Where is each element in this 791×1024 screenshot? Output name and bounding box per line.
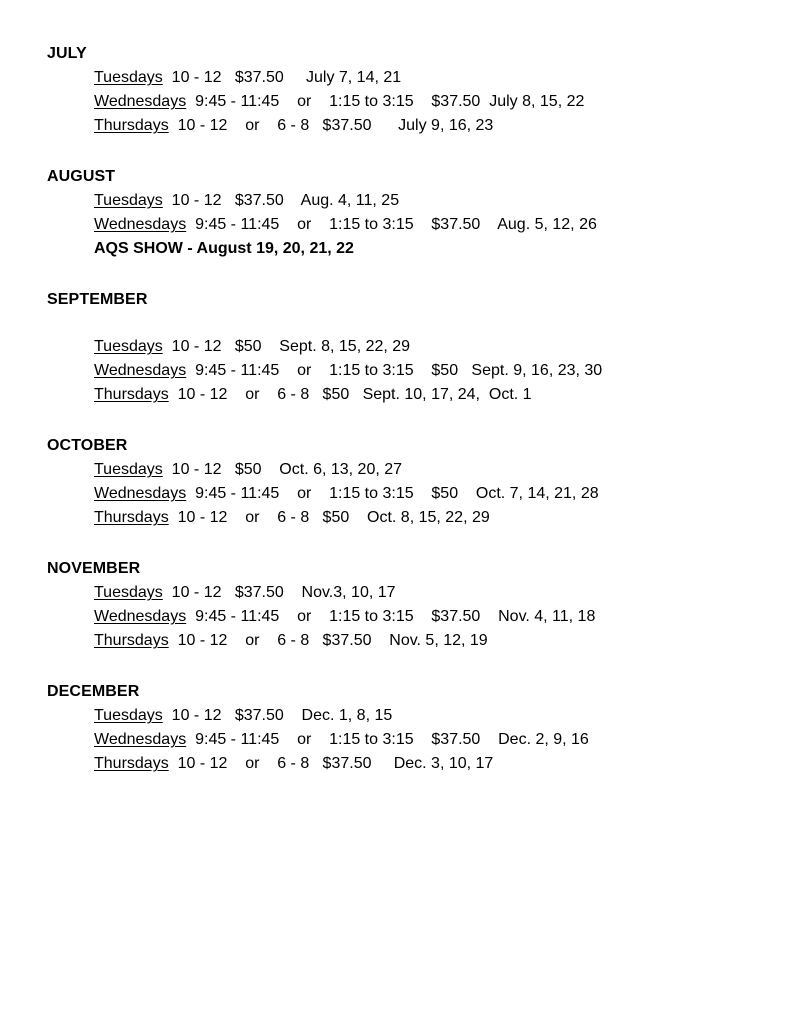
day-label: Wednesdays	[94, 93, 187, 110]
day-label: Wednesdays	[94, 216, 187, 233]
row-details: 9:45 - 11:45 or 1:15 to 3:15 $50 Sept. 9, 16, 23, 30	[186, 362, 603, 379]
month-section-november	[47, 559, 767, 655]
day-label: Wednesdays	[94, 731, 187, 748]
schedule-document	[47, 44, 767, 805]
row-details: 10 - 12 $37.50 Aug. 4, 11, 25	[162, 192, 400, 209]
month-section-august	[47, 167, 767, 263]
row-details: 10 - 12 or 6 - 8 $50 Oct. 8, 15, 22, 29	[168, 509, 490, 526]
day-label: Thursdays	[94, 386, 169, 403]
row-details: 9:45 - 11:45 or 1:15 to 3:15 $37.50 July 8, 15, 22	[186, 93, 585, 110]
row-details: 10 - 12 or 6 - 8 $37.50 Dec. 3, 10, 17	[168, 755, 494, 772]
schedule-row	[94, 631, 767, 655]
day-label: Thursdays	[94, 509, 169, 526]
day-label: Wednesdays	[94, 485, 187, 502]
schedule-row	[94, 484, 767, 508]
month-section-october	[47, 436, 767, 532]
schedule-row	[94, 191, 767, 215]
schedule-row	[94, 116, 767, 140]
schedule-row	[94, 754, 767, 778]
day-label: Tuesdays	[94, 69, 163, 86]
month-title: AUGUST	[47, 168, 116, 185]
day-label: Tuesdays	[94, 707, 163, 724]
day-label: Thursdays	[94, 117, 169, 134]
row-details: 10 - 12 $37.50 Nov.3, 10, 17	[162, 584, 396, 601]
day-label: Tuesdays	[94, 338, 163, 355]
day-label: Thursdays	[94, 632, 169, 649]
row-details: 10 - 12 or 6 - 8 $37.50 July 9, 16, 23	[168, 117, 494, 134]
row-details: 10 - 12 or 6 - 8 $50 Sept. 10, 17, 24, Oct. 1	[168, 386, 532, 403]
month-section-december	[47, 682, 767, 778]
row-details: 10 - 12 $50 Oct. 6, 13, 20, 27	[162, 461, 403, 478]
day-label: Tuesdays	[94, 461, 163, 478]
aqs-show-note: AQS SHOW - August 19, 20, 21, 22	[94, 240, 354, 257]
schedule-row	[94, 385, 767, 409]
schedule-row	[94, 361, 767, 385]
row-details: 9:45 - 11:45 or 1:15 to 3:15 $37.50 Dec. 2, 9, 16	[186, 731, 589, 748]
month-title: OCTOBER	[47, 437, 128, 454]
schedule-row	[94, 92, 767, 116]
day-label: Tuesdays	[94, 192, 163, 209]
schedule-row	[94, 583, 767, 607]
day-label: Wednesdays	[94, 362, 187, 379]
month-title: JULY	[47, 45, 87, 62]
row-details: 9:45 - 11:45 or 1:15 to 3:15 $37.50 Nov. 4, 11, 18	[186, 608, 596, 625]
row-details: 10 - 12 $37.50 Dec. 1, 8, 15	[162, 707, 393, 724]
row-details: 9:45 - 11:45 or 1:15 to 3:15 $50 Oct. 7, 14, 21, 28	[186, 485, 599, 502]
schedule-row	[94, 68, 767, 92]
month-title: NOVEMBER	[47, 560, 141, 577]
schedule-row	[94, 730, 767, 754]
month-section-september	[47, 290, 767, 409]
schedule-row	[94, 508, 767, 532]
month-section-july	[47, 44, 767, 140]
row-details: 10 - 12 $50 Sept. 8, 15, 22, 29	[162, 338, 411, 355]
day-label: Tuesdays	[94, 584, 163, 601]
day-label: Thursdays	[94, 755, 169, 772]
row-details: 9:45 - 11:45 or 1:15 to 3:15 $37.50 Aug. 5, 12, 26	[186, 216, 597, 233]
schedule-row	[94, 460, 767, 484]
month-title: SEPTEMBER	[47, 291, 148, 308]
schedule-row	[94, 706, 767, 730]
schedule-row	[94, 607, 767, 631]
day-label: Wednesdays	[94, 608, 187, 625]
row-details: 10 - 12 or 6 - 8 $37.50 Nov. 5, 12, 19	[168, 632, 488, 649]
row-details: 10 - 12 $37.50 July 7, 14, 21	[162, 69, 402, 86]
schedule-row	[94, 215, 767, 239]
schedule-row	[94, 337, 767, 361]
month-title: DECEMBER	[47, 683, 140, 700]
